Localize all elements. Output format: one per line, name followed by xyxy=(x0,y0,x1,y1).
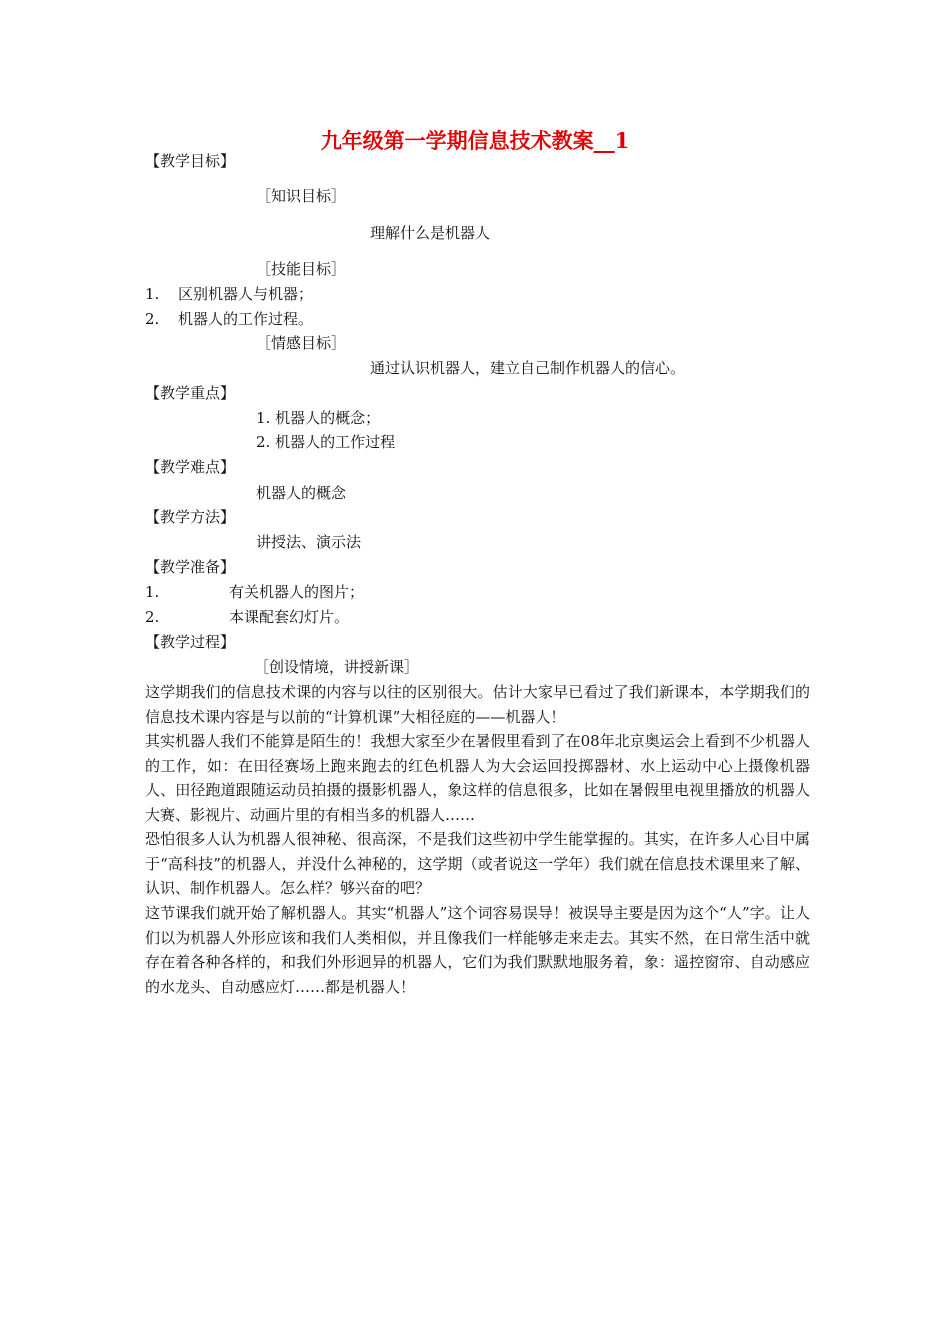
preparation-item xyxy=(145,580,364,605)
emotion-item: 通过认识机器人，建立自己制作机器人的信心。 xyxy=(370,359,686,377)
document-title: 九年级第一学期信息技术教案__1 xyxy=(320,128,630,153)
list-text: 有关机器人的图片； xyxy=(229,583,365,601)
section-heading-goals: 【教学目标】 xyxy=(145,152,236,170)
subheading-emotion: ［情感目标］ xyxy=(256,334,347,352)
body-paragraph: 这学期我们的信息技术课的内容与以往的区别很大。估计大家早已看过了我们新课本，本学期我们的信息技术课内容是与以前的“计算机课”大相径庭的——机器人！ xyxy=(145,683,810,726)
section-heading-method: 【教学方法】 xyxy=(145,508,236,526)
body-paragraph: 其实机器人我们不能算是陌生的！我想大家至少在暑假里看到了在08年北京奥运会上看到不少机器人的工作，如：在田径赛场上跑来跑去的红色机器人为大会运回投掷器材、水上运动中心上摄像机器人、田径跑道跟随运动员拍摄的摄影机器人，象这样的信息很多，比如在暑假里电视里播放的机器人大赛、影视片、动画片里的有相当多的机器人…… xyxy=(145,732,810,824)
knowledge-item: 理解什么是机器人 xyxy=(370,224,491,242)
subheading-skill: ［技能目标］ xyxy=(256,260,347,278)
section-heading-key-points: 【教学重点】 xyxy=(145,384,236,402)
body-paragraph: 恐怕很多人认为机器人很神秘、很高深，不是我们这些初中学生能掌握的。其实，在许多人心目中属于“高科技”的机器人，并没什么神秘的，这学期（或者说这一学年）我们就在信息技术课里来了解、认识、制作机器人。怎么样？够兴奋的吧？ xyxy=(145,830,810,897)
list-number: 1. xyxy=(145,583,160,601)
skill-item xyxy=(145,307,313,332)
list-number: 2. xyxy=(145,608,160,626)
list-text: 机器人的工作过程。 xyxy=(178,310,314,328)
skill-item xyxy=(145,282,313,307)
difficulty-text: 机器人的概念 xyxy=(256,484,347,502)
subheading-knowledge: ［知识目标］ xyxy=(256,187,347,205)
list-text: 本课配套幻灯片。 xyxy=(229,608,350,626)
subheading-process: ［创设情境，讲授新课］ xyxy=(254,658,420,676)
key-point-item: 1. 机器人的概念； xyxy=(256,409,381,427)
body-paragraph: 这节课我们就开始了解机器人。其实“机器人”这个词容易误导！被误导主要是因为这个“人”字。让人们以为机器人外形应该和我们人类相似，并且像我们一样能够走来走去。其实不然，在日常生活中就存在着各种各样的，和我们外形迥异的机器人，它们为我们默默地服务着，象：遥控窗帘、自动感应的水龙头、自动感应灯……都是机器人！ xyxy=(145,904,810,996)
list-number: 1. xyxy=(145,285,160,303)
section-heading-process: 【教学过程】 xyxy=(145,633,236,651)
list-number: 2. xyxy=(145,310,160,328)
preparation-item xyxy=(145,605,349,630)
section-heading-difficulty: 【教学难点】 xyxy=(145,458,236,476)
list-text: 区别机器人与机器； xyxy=(178,285,314,303)
section-heading-preparation: 【教学准备】 xyxy=(145,558,236,576)
key-point-item: 2. 机器人的工作过程 xyxy=(256,433,396,451)
method-text: 讲授法、演示法 xyxy=(256,533,362,551)
